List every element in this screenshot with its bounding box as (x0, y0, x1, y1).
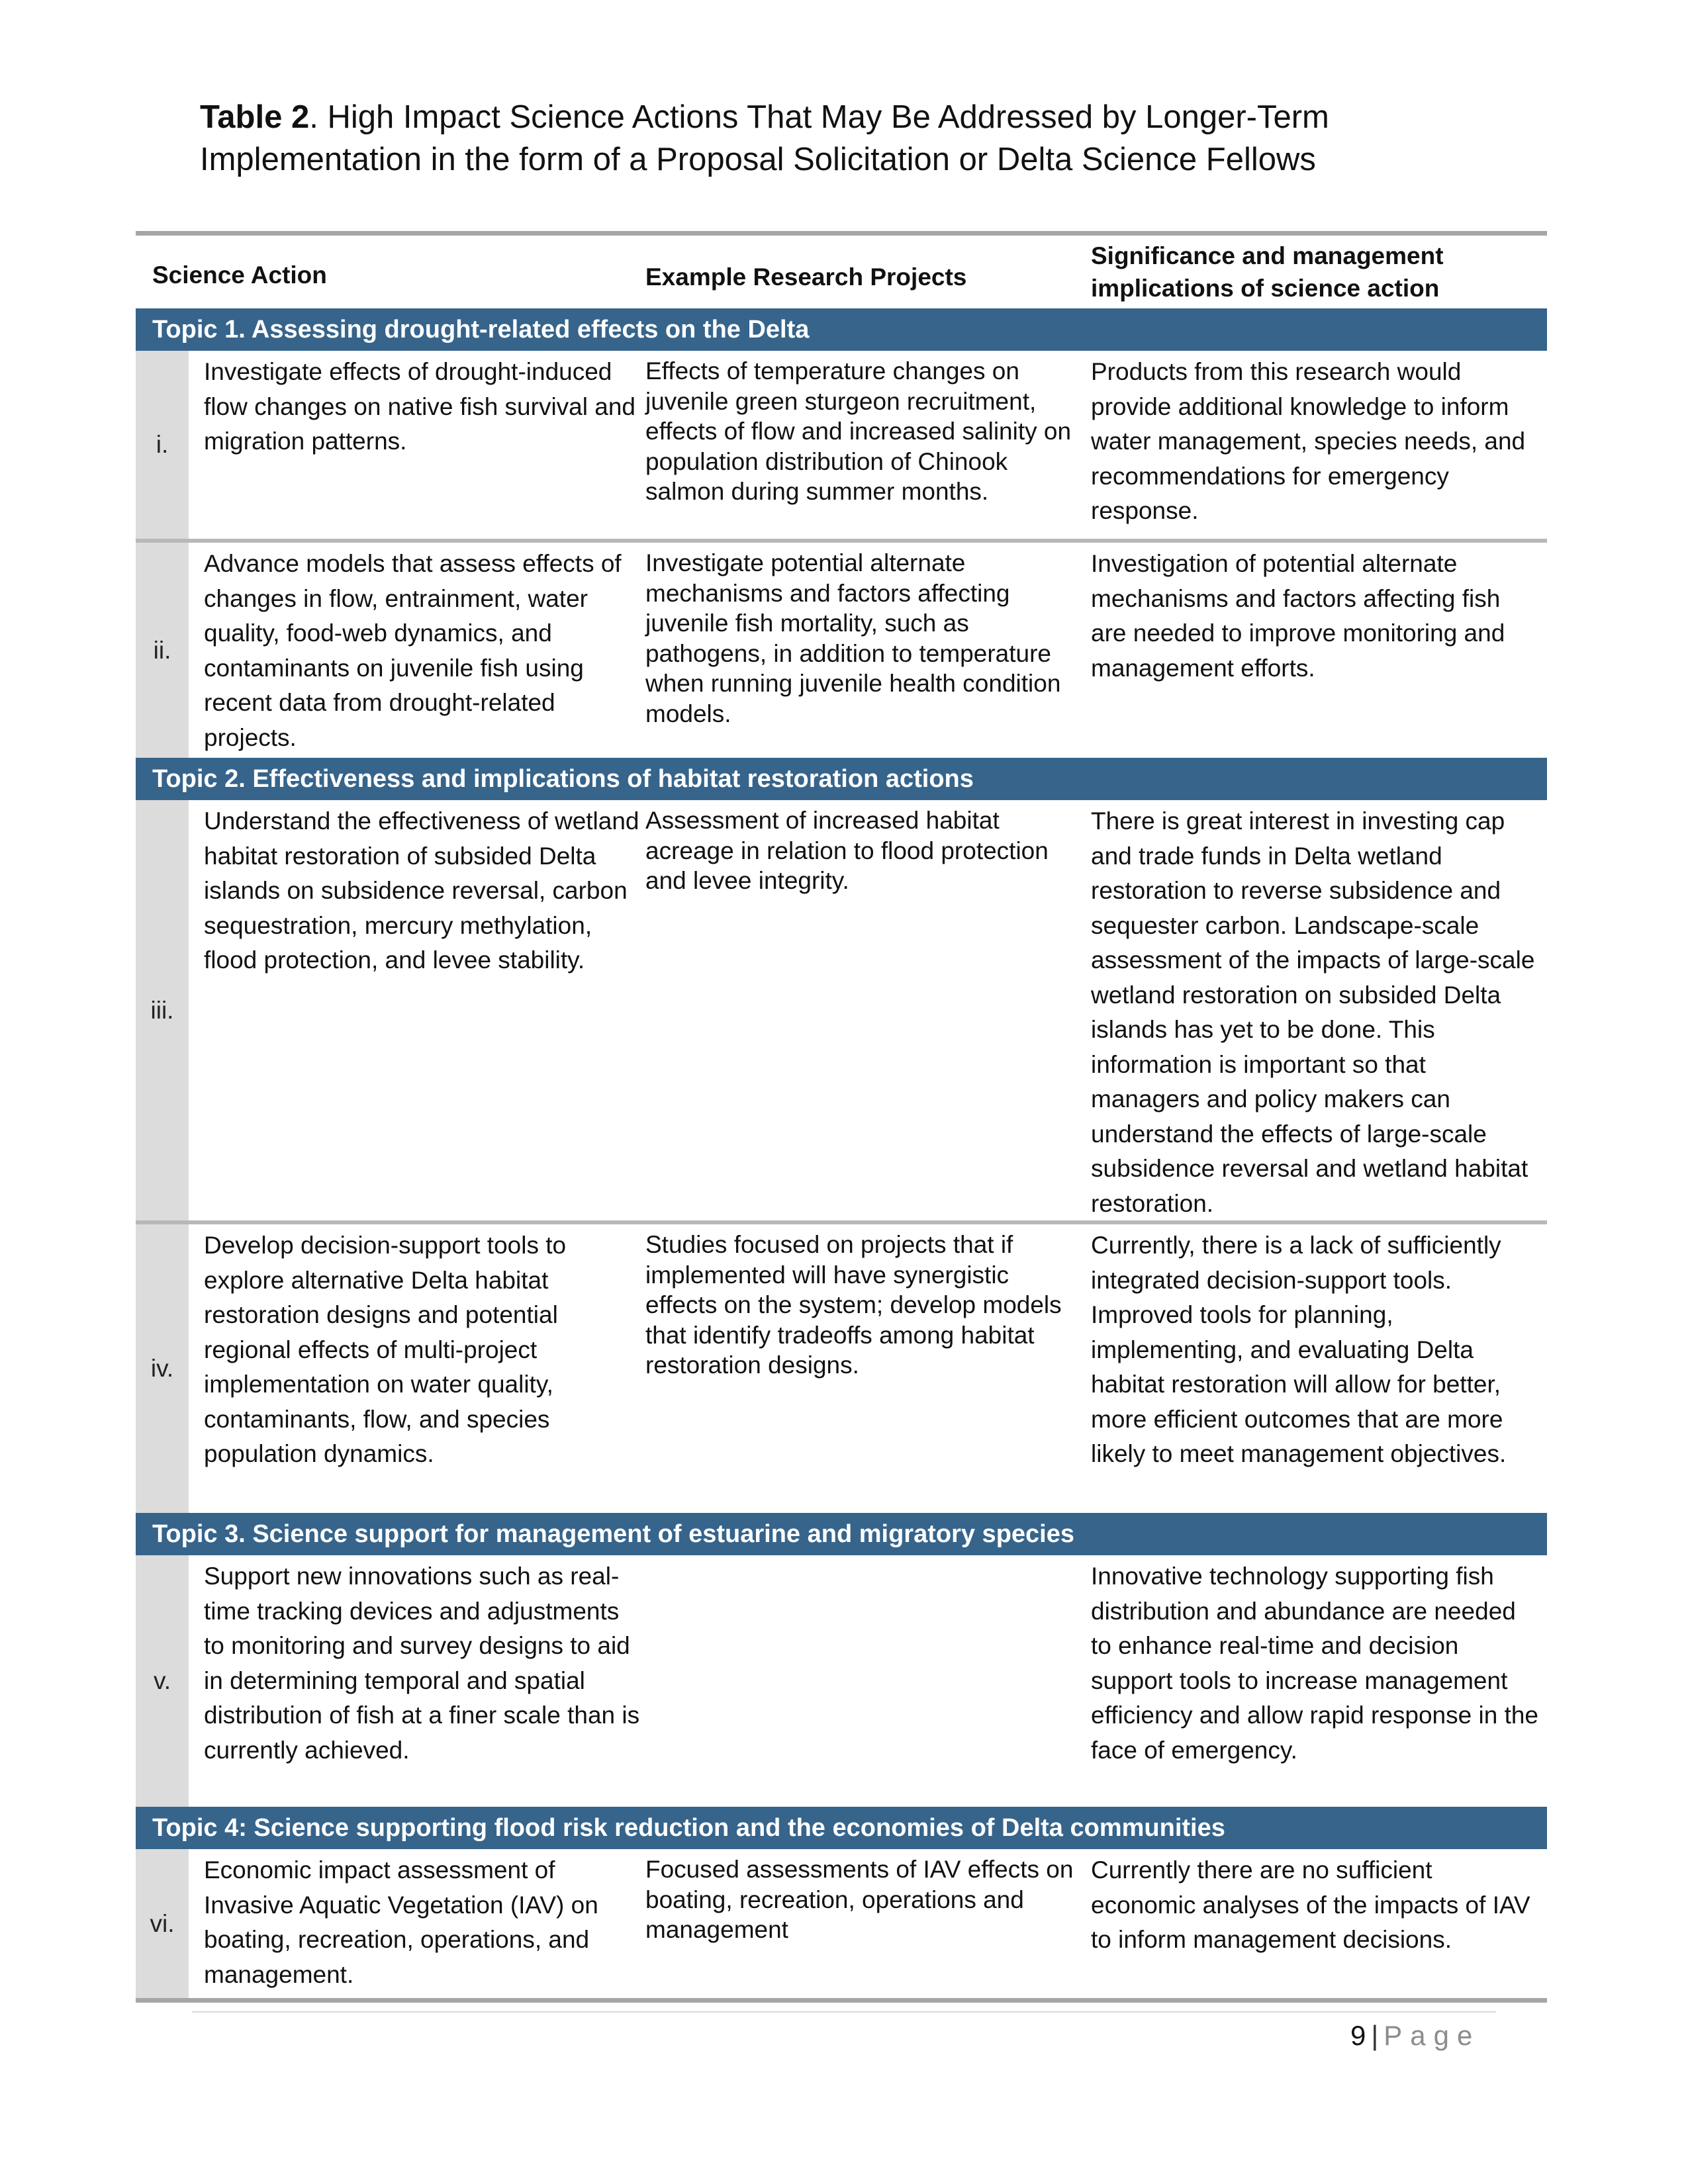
table-row (136, 1849, 1547, 1998)
example-projects-cell: Investigate potential alternate mechanisms and factors affecting juvenile fish mortality, such as pathogens, in addition to temperature when running juvenile health condition models. (645, 549, 1061, 727)
header-significance: Significance and management implications of science action (1091, 242, 1444, 302)
science-action-cell: Economic impact assessment of Invasive Aquatic Vegetation (IAV) on boating, recreation, operations, and management. (204, 1856, 598, 1988)
topic-1-header: Topic 1. Assessing drought-related effects on the Delta (136, 308, 1547, 351)
science-action-cell: Investigate effects of drought-induced flow changes on native fish survival and migration patterns. (204, 358, 635, 455)
significance-cell: Products from this research would provide additional knowledge to inform water management, species needs, and recommendations for emergency response. (1091, 358, 1526, 524)
row-number: i. (136, 351, 189, 539)
significance-cell: Innovative technology supporting fish distribution and abundance are needed to enhance real-time and decision support tools to increase management efficiency and allow rapid response in the face of emergency. (1091, 1563, 1539, 1764)
significance-cell: Investigation of potential alternate mechanisms and factors affecting fish are needed to improve monitoring and management efforts. (1091, 550, 1505, 682)
science-actions-table (136, 231, 1547, 2003)
example-projects-cell (645, 1555, 1091, 1807)
page-label: Page (1383, 2020, 1481, 2051)
table-header-row (136, 236, 1547, 308)
row-number: iv. (136, 1224, 189, 1513)
significance-cell: Currently there are no sufficient economic analyses of the impacts of IAV to inform management decisions. (1091, 1856, 1530, 1953)
table-caption (200, 96, 1524, 181)
row-number: ii. (136, 543, 189, 758)
example-projects-cell: Assessment of increased habitat acreage in relation to flood protection and levee integrity. (645, 807, 1049, 894)
topic-3-header: Topic 3. Science support for management of estuarine and migratory species (136, 1513, 1547, 1555)
table-row (136, 800, 1547, 1224)
science-action-cell: Support new innovations such as real-time tracking devices and adjustments to monitoring and survey designs to aid in determining temporal and spatial distribution of fish at a finer scale than is currently achieved. (204, 1563, 640, 1764)
example-projects-cell: Studies focused on projects that if implemented will have synergistic effects on the system; develop models that identify tradeoffs among habitat restoration designs. (645, 1231, 1062, 1379)
row-number: iii. (136, 800, 189, 1220)
row-number: v. (136, 1555, 189, 1807)
table-row (136, 1555, 1547, 1807)
header-example-projects: Example Research Projects (645, 263, 967, 291)
table-row (136, 1224, 1547, 1513)
science-action-cell: Advance models that assess effects of changes in flow, entrainment, water quality, food-web dynamics, and contaminants on juvenile fish using recent data from drought-related projects. (204, 550, 622, 751)
table-row (136, 543, 1547, 758)
significance-cell: There is great interest in investing cap and trade funds in Delta wetland restoration to reverse subsidence and sequester carbon. Landscape-scale assessment of the impacts of large-scale wetland restoration on subsided Delta islands has yet to be done. This information is important so that managers and policy makers can understand the effects of large-scale subsidence reversal and wetland habitat restoration. (1091, 807, 1535, 1217)
row-number: vi. (136, 1849, 189, 1998)
page-number: 9 (1350, 2020, 1366, 2051)
page-footer (1350, 2020, 1480, 2052)
example-projects-cell: Focused assessments of IAV effects on boating, recreation, operations and management (645, 1856, 1074, 1943)
footer-divider (192, 2011, 1496, 2013)
example-projects-cell: Effects of temperature changes on juvenile green sturgeon recruitment, effects of flow and increased salinity on population distribution of Chinook salmon during summer months. (645, 357, 1072, 505)
science-action-cell: Understand the effectiveness of wetland habitat restoration of subsided Delta islands on subsidence reversal, carbon sequestration, mercury methylation, flood protection, and levee stability. (204, 807, 639, 974)
page-separator: | (1371, 2020, 1379, 2051)
topic-4-header: Topic 4: Science supporting flood risk reduction and the economies of Delta communities (136, 1807, 1547, 1849)
table-label: Table 2 (200, 99, 310, 135)
header-science-action: Science Action (152, 261, 327, 289)
table-title: . High Impact Science Actions That May Be Addressed by Longer-Term Implementation in the form of a Proposal Solicitation or Delta Science Fellows (200, 99, 1329, 177)
topic-2-header: Topic 2. Effectiveness and implications of habitat restoration actions (136, 758, 1547, 800)
significance-cell: Currently, there is a lack of sufficiently integrated decision-support tools. Improved tools for planning, implementing, and evaluating Delta habitat restoration will allow for better, more efficient outcomes that are more likely to meet management objectives. (1091, 1232, 1507, 1467)
table-row (136, 351, 1547, 543)
table-bottom-rule (136, 1998, 1547, 2003)
science-action-cell: Develop decision-support tools to explore alternative Delta habitat restoration designs and potential regional effects of multi-project implementation on water quality, contaminants, flow, and species population dynamics. (204, 1232, 567, 1467)
